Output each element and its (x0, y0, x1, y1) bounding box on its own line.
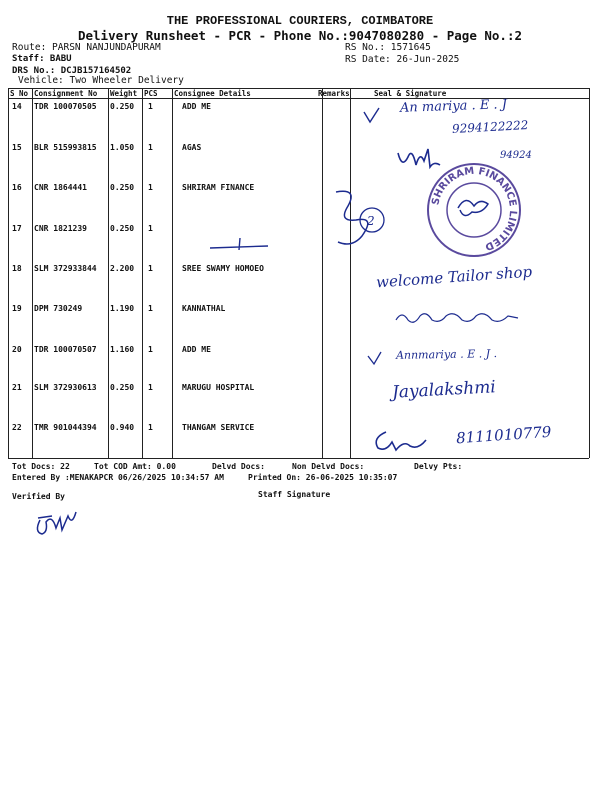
table-bottom-border (8, 458, 589, 459)
cell-consignment: TMR 901044394 (34, 423, 97, 432)
handwritten-phone-row14: 9294122222 (451, 118, 529, 136)
cell-pcs: 1 (148, 383, 153, 392)
cell-pcs: 1 (148, 423, 153, 432)
cell-sno: 15 (12, 143, 22, 152)
cell-consignment: CNR 1821239 (34, 224, 87, 233)
cell-pcs: 1 (148, 345, 153, 354)
cell-pcs: 1 (148, 183, 153, 192)
col-divider (322, 88, 323, 458)
handwritten-name-row14: An mariya . E . J (399, 97, 508, 116)
total-cod-amount: Tot COD Amt: 0.00 (94, 462, 176, 471)
cell-consignment: TDR 100070507 (34, 345, 97, 354)
cell-weight: 0.250 (110, 224, 135, 233)
header-pcs: PCS (144, 89, 158, 98)
staff-label: Staff: BABU (12, 54, 72, 64)
drs-number: DRS No.: DCJB157164502 (12, 66, 132, 76)
cell-weight: 1.160 (110, 345, 135, 354)
header-sno: S No (10, 89, 29, 98)
non-delivered-docs: Non Delvd Docs: (292, 462, 365, 471)
cell-sno: 14 (12, 102, 22, 111)
header-consignment: Consignment No (34, 89, 98, 98)
cell-consignment: DPM 730249 (34, 304, 83, 313)
header-weight: Weight (110, 89, 138, 98)
vehicle-label: Vehicle: Two Wheeler Delivery (18, 75, 184, 86)
cell-consignment: CNR 1864441 (34, 183, 87, 192)
total-docs: Tot Docs: 22 (12, 462, 70, 471)
cell-consignee: SREE SWAMY HOMOEO (182, 264, 264, 273)
small-mark-row17 (208, 234, 272, 254)
cell-pcs: 1 (148, 102, 153, 111)
cell-consignee: KANNATHAL (182, 304, 226, 313)
cell-sno: 20 (12, 345, 22, 354)
cell-pcs: 1 (148, 264, 153, 273)
svg-text:2: 2 (367, 214, 375, 228)
scribble-signature-row15 (394, 143, 444, 175)
header-consignee: Consignee Details (174, 89, 251, 98)
col-divider (108, 88, 109, 458)
entered-by: Entered By :MENAKAPCR 06/26/2025 10:34:57 AM (12, 473, 224, 482)
cell-consignment: SLM 372933844 (34, 264, 97, 273)
cell-consignment: BLR 515993815 (34, 143, 97, 152)
col-divider (172, 88, 173, 458)
verifier-signature (32, 508, 80, 542)
cell-weight: 0.250 (110, 102, 135, 111)
cell-weight: 0.250 (110, 183, 135, 192)
cell-sno: 17 (12, 224, 22, 233)
header-remarks: Remarks (318, 89, 350, 98)
cell-consignee: THANGAM SERVICE (182, 423, 255, 432)
handwritten-name-row20: Annmariya . E . J . (395, 347, 498, 362)
col-divider (589, 88, 590, 458)
cell-consignee: ADD ME (182, 345, 211, 354)
cell-sno: 19 (12, 304, 22, 313)
rs-date: RS Date: 26-Jun-2025 (345, 54, 460, 65)
cell-consignee: AGAS (182, 143, 202, 152)
col-divider (32, 88, 33, 458)
cell-consignment: SLM 372930613 (34, 383, 97, 392)
scribble-signature-row17 (318, 186, 392, 252)
cell-sno: 22 (12, 423, 22, 432)
cell-pcs: 1 (148, 143, 153, 152)
runsheet-subtitle: Delivery Runsheet - PCR - Phone No.:9047080280 - Page No.:2 (77, 28, 522, 43)
scribble-signature-row22 (370, 428, 440, 454)
cell-sno: 16 (12, 183, 22, 192)
rs-number: RS No.: 1571645 (345, 42, 431, 53)
handwritten-name-row21: Jayalakshmi (391, 377, 497, 403)
delivered-docs: Delvd Docs: (212, 462, 265, 471)
cell-pcs: 1 (148, 224, 153, 233)
tick-mark-icon (366, 350, 384, 368)
printed-on: Printed On: 26-06-2025 10:35:07 (248, 473, 398, 482)
col-divider (142, 88, 143, 458)
svg-text:SHRIRAM FINANCE LIMITED (430, 166, 518, 252)
route-label: Route: PARSN NANJUNDAPURAM (12, 42, 161, 53)
cell-sno: 18 (12, 264, 22, 273)
cell-consignee: ADD ME (182, 102, 211, 111)
cell-weight: 0.940 (110, 423, 135, 432)
scribble-signature-row19 (392, 306, 524, 328)
tick-mark-icon (362, 106, 382, 128)
cell-consignee: SHRIRAM FINANCE (182, 183, 255, 192)
company-title: THE PROFESSIONAL COURIERS, COIMBATORE (166, 14, 434, 28)
cell-consignee: MARUGU HOSPITAL (182, 383, 255, 392)
cell-sno: 21 (12, 383, 22, 392)
cell-consignment: TDR 100070505 (34, 102, 97, 111)
handwritten-phone-row22: 8111010779 (455, 422, 552, 448)
verified-by-label: Verified By (12, 492, 65, 501)
stamp-ring-text: SHRIRAM FINANCE LIMITED (430, 165, 519, 253)
cell-weight: 2.200 (110, 264, 135, 273)
company-seal-stamp (424, 160, 524, 260)
header-seal: Seal & Signature (374, 89, 447, 98)
col-divider (8, 88, 9, 458)
handwritten-name-row18: welcome Tailor shop (375, 262, 533, 292)
handwritten-phone-row15: 94924 (500, 150, 532, 161)
cell-weight: 0.250 (110, 383, 135, 392)
col-divider (350, 88, 351, 458)
cell-weight: 1.190 (110, 304, 135, 313)
cell-pcs: 1 (148, 304, 153, 313)
staff-signature-label: Staff Signature (258, 490, 331, 499)
cell-weight: 1.050 (110, 143, 135, 152)
delivery-points: Delvy Pts: (414, 462, 463, 471)
